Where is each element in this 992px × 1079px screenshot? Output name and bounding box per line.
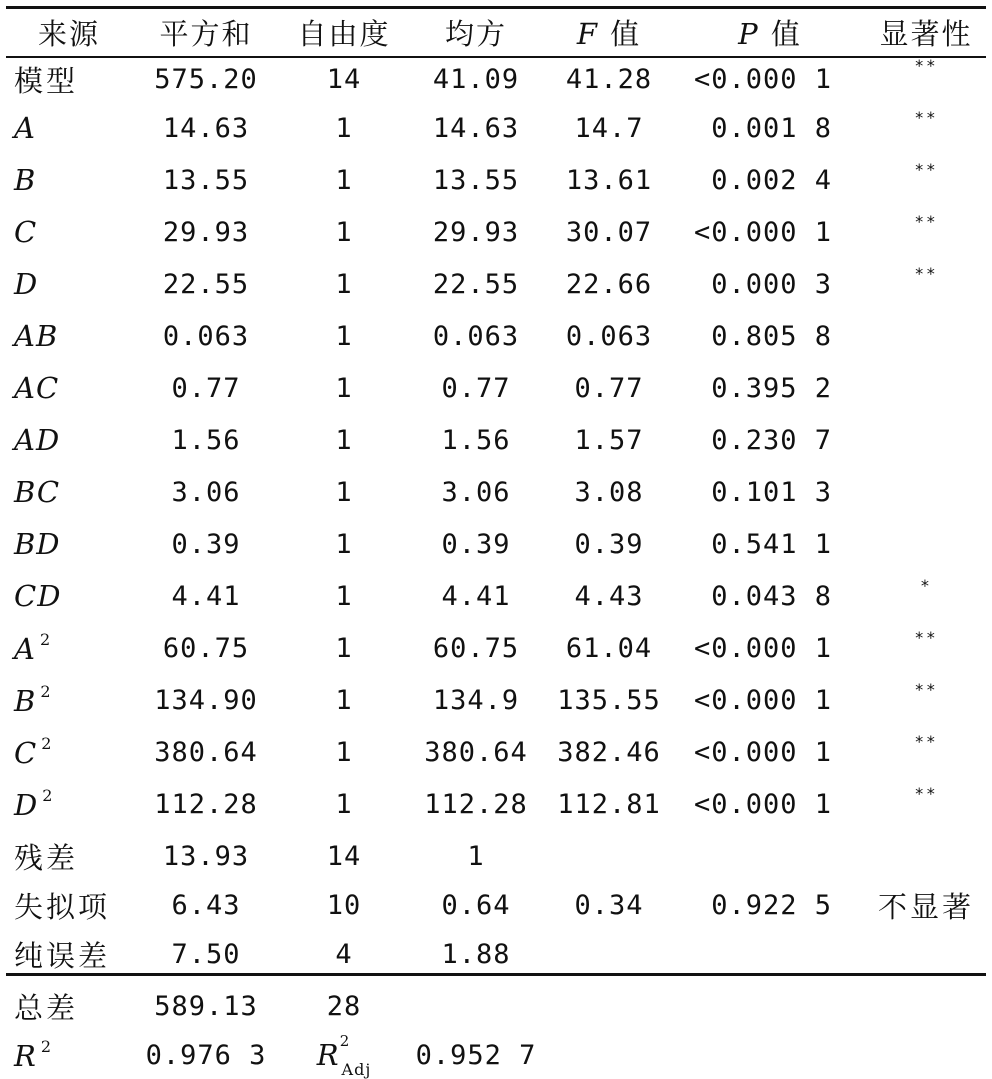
- header-f-letter: F: [576, 17, 599, 51]
- cell-significance: **: [914, 212, 938, 231]
- cell-sum-of-squares: 112.28: [154, 788, 258, 820]
- cell-degrees-of-freedom: 1: [335, 424, 353, 456]
- cell-mean-square: 1.88: [441, 938, 511, 970]
- cell-significance: [866, 518, 986, 570]
- table-row: [6, 928, 986, 980]
- cell-sum-of-squares: 0.39: [171, 528, 241, 560]
- row-source: [6, 154, 132, 206]
- cell-significance: *: [920, 576, 932, 595]
- cell-mean-square: [408, 980, 544, 1032]
- cell-degrees-of-freedom: 28: [326, 990, 362, 1022]
- cell-sum-of-squares: 0.77: [171, 372, 241, 404]
- cell-mean-square: 29.93: [432, 216, 520, 248]
- cell-sum-of-squares: 1.56: [171, 424, 241, 456]
- cell-p-value: 0.922 5: [711, 889, 832, 921]
- r-squared-value: 0.976 3: [145, 1039, 267, 1071]
- row-source-label: 失拟项: [14, 889, 111, 924]
- cell-significance: **: [914, 628, 938, 647]
- row-source-label: B: [14, 163, 37, 197]
- cell-f-value: [544, 928, 674, 980]
- cell-mean-square: 3.06: [441, 476, 511, 508]
- cell-sum-of-squares: 29.93: [162, 216, 250, 248]
- row-source: [6, 310, 132, 362]
- row-source-label: AC: [14, 371, 60, 405]
- cell-sum-of-squares: 134.90: [154, 684, 258, 716]
- cell-f-value: 0.063: [565, 320, 653, 352]
- cell-degrees-of-freedom: 4: [335, 938, 353, 970]
- cell-f-value: 30.07: [565, 216, 653, 248]
- cell-significance: **: [914, 264, 938, 283]
- row-source-label: 纯误差: [14, 938, 111, 973]
- row-source-superscript: 2: [39, 630, 52, 649]
- table-row: [6, 570, 986, 622]
- table-row: [6, 206, 986, 258]
- header-p-value: [674, 9, 866, 56]
- cell-degrees-of-freedom: 1: [335, 580, 353, 612]
- row-source: [6, 622, 132, 674]
- row-source-label: C: [14, 215, 38, 249]
- table-row: [6, 980, 986, 1032]
- header-sum-of-squares: 平方和: [159, 17, 253, 51]
- table-row: [6, 56, 986, 102]
- row-source-label: AB: [14, 319, 59, 353]
- row-source-superscript: 2: [42, 786, 54, 805]
- cell-significance: **: [914, 680, 938, 699]
- cell-p-value: [674, 928, 866, 980]
- cell-f-value: 13.61: [565, 164, 653, 196]
- cell-f-value: 1.57: [574, 424, 644, 456]
- cell-p-value: 0.230 7: [711, 424, 832, 456]
- cell-degrees-of-freedom: 1: [335, 632, 353, 664]
- cell-mean-square: 41.09: [432, 63, 520, 95]
- row-source-label: 模型: [14, 63, 79, 98]
- adjusted-r-squared-label: [280, 1032, 408, 1078]
- cell-f-value: 112.81: [557, 788, 661, 820]
- cell-degrees-of-freedom: 1: [335, 164, 353, 196]
- cell-sum-of-squares: 6.43: [171, 889, 241, 921]
- cell-degrees-of-freedom: 1: [335, 112, 353, 144]
- cell-degrees-of-freedom: 1: [335, 216, 353, 248]
- table-row: [6, 362, 986, 414]
- cell-degrees-of-freedom: 1: [335, 528, 353, 560]
- table-header: [6, 9, 986, 56]
- cell-p-value: 0.805 8: [711, 320, 832, 352]
- cell-degrees-of-freedom: 1: [335, 372, 353, 404]
- row-source-label: 总差: [14, 990, 79, 1025]
- table-row: [6, 466, 986, 518]
- cell-mean-square: 380.64: [424, 736, 528, 768]
- cell-mean-square: 1: [467, 840, 485, 872]
- row-source: [6, 570, 132, 622]
- cell-f-value: 41.28: [565, 63, 653, 95]
- cell-significance: **: [914, 160, 938, 179]
- cell-significance: **: [914, 784, 938, 803]
- row-source-label: BC: [14, 475, 61, 509]
- cell-p-value: <0.000 1: [693, 632, 832, 664]
- cell-sum-of-squares: 575.20: [154, 63, 258, 95]
- row-source: [6, 830, 132, 882]
- cell-sum-of-squares: 22.55: [162, 268, 250, 300]
- cell-degrees-of-freedom: 1: [335, 736, 353, 768]
- cell-f-value: 61.04: [565, 632, 653, 664]
- cell-empty: [866, 1032, 986, 1078]
- header-significance: 显著性: [879, 17, 973, 51]
- row-source: [6, 466, 132, 518]
- cell-degrees-of-freedom: 1: [335, 320, 353, 352]
- fit-statistics-row: [6, 1032, 986, 1078]
- row-source: [6, 778, 132, 830]
- table-row: [6, 414, 986, 466]
- row-source-label: CD: [14, 579, 62, 613]
- table-row: [6, 674, 986, 726]
- cell-mean-square: 13.55: [432, 164, 520, 196]
- cell-f-value: [544, 980, 674, 1032]
- cell-significance: [866, 830, 986, 882]
- cell-f-value: 0.34: [574, 889, 644, 921]
- cell-significance: **: [914, 108, 938, 127]
- cell-degrees-of-freedom: 1: [335, 684, 353, 716]
- table-row: [6, 882, 986, 928]
- header-row: [6, 9, 986, 56]
- row-source: [6, 726, 132, 778]
- cell-mean-square: 0.64: [441, 889, 511, 921]
- row-source: [6, 102, 132, 154]
- cell-significance: [866, 980, 986, 1032]
- row-source: [6, 980, 132, 1032]
- row-source: [6, 518, 132, 570]
- row-source-superscript: 2: [40, 682, 52, 701]
- table-row: [6, 258, 986, 310]
- cell-degrees-of-freedom: 1: [335, 476, 353, 508]
- cell-p-value: [674, 830, 866, 882]
- cell-mean-square: 1.56: [441, 424, 511, 456]
- cell-f-value: 0.77: [574, 372, 644, 404]
- header-p-label: 值: [770, 17, 802, 51]
- cell-sum-of-squares: 4.41: [171, 580, 241, 612]
- table-row: [6, 830, 986, 882]
- table-row: [6, 310, 986, 362]
- row-source: [6, 56, 132, 102]
- header-source: 来源: [37, 17, 100, 51]
- table-row: [6, 518, 986, 570]
- cell-f-value: 382.46: [557, 736, 661, 768]
- row-source-label: D: [14, 267, 39, 301]
- row-source-label: C: [14, 736, 38, 770]
- cell-significance: 不显著: [877, 889, 974, 924]
- anova-table: [6, 9, 986, 1078]
- cell-degrees-of-freedom: 1: [335, 788, 353, 820]
- cell-mean-square: 0.77: [441, 372, 511, 404]
- cell-mean-square: 22.55: [432, 268, 520, 300]
- row-source: [6, 882, 132, 928]
- cell-f-value: 22.66: [565, 268, 653, 300]
- cell-f-value: 135.55: [557, 684, 661, 716]
- cell-p-value: 0.043 8: [711, 580, 832, 612]
- cell-degrees-of-freedom: 10: [326, 889, 362, 921]
- cell-significance: [866, 928, 986, 980]
- table-row: [6, 726, 986, 778]
- cell-degrees-of-freedom: 14: [326, 840, 362, 872]
- row-source: [6, 362, 132, 414]
- cell-empty: [544, 1032, 674, 1078]
- cell-significance: [866, 362, 986, 414]
- header-degrees-of-freedom: 自由度: [297, 17, 391, 51]
- cell-p-value: 0.101 3: [711, 476, 832, 508]
- cell-p-value: <0.000 1: [693, 788, 832, 820]
- header-p-letter: P: [738, 17, 760, 51]
- header-f-label: 值: [610, 17, 642, 51]
- cell-sum-of-squares: 380.64: [154, 736, 258, 768]
- adjusted-r-letter: R: [316, 1038, 340, 1072]
- cell-f-value: 4.43: [574, 580, 644, 612]
- header-f-value: [544, 9, 674, 56]
- cell-sum-of-squares: 13.55: [162, 164, 250, 196]
- row-source-label: D: [14, 788, 39, 822]
- row-source: [6, 258, 132, 310]
- r-squared-letter: R: [14, 1039, 37, 1073]
- adjusted-r-superscript: 2: [339, 1032, 351, 1050]
- cell-sum-of-squares: 13.93: [162, 840, 250, 872]
- cell-p-value: [674, 980, 866, 1032]
- cell-mean-square: 0.39: [441, 528, 511, 560]
- cell-p-value: <0.000 1: [693, 216, 832, 248]
- cell-sum-of-squares: 7.50: [171, 938, 241, 970]
- table-row: [6, 778, 986, 830]
- cell-f-value: 14.7: [574, 112, 644, 144]
- cell-significance: [866, 414, 986, 466]
- cell-f-value: 3.08: [574, 476, 644, 508]
- row-source-label: B: [14, 684, 37, 718]
- cell-mean-square: 4.41: [441, 580, 511, 612]
- cell-significance: **: [914, 56, 938, 75]
- cell-empty: [674, 1032, 866, 1078]
- cell-p-value: 0.001 8: [711, 112, 832, 144]
- cell-mean-square: 14.63: [432, 112, 520, 144]
- r-squared-superscript: 2: [40, 1037, 53, 1056]
- row-source-label: A: [14, 111, 36, 145]
- table-body: [6, 56, 986, 1078]
- cell-significance: **: [914, 732, 938, 751]
- cell-degrees-of-freedom: 1: [335, 268, 353, 300]
- cell-p-value: <0.000 1: [693, 684, 832, 716]
- adjusted-r-subscript: Adj: [341, 1060, 372, 1079]
- table-row: [6, 622, 986, 674]
- cell-p-value: 0.000 3: [711, 268, 832, 300]
- cell-significance: [866, 310, 986, 362]
- cell-sum-of-squares: 14.63: [162, 112, 250, 144]
- adjusted-r-squared-value: 0.952 7: [415, 1039, 537, 1071]
- cell-mean-square: 112.28: [424, 788, 528, 820]
- row-source: [6, 674, 132, 726]
- header-mean-square: 均方: [444, 17, 507, 51]
- table-row: [6, 102, 986, 154]
- cell-significance: [866, 466, 986, 518]
- cell-mean-square: 0.063: [432, 320, 520, 352]
- row-source: [6, 414, 132, 466]
- cell-p-value: <0.000 1: [693, 63, 832, 95]
- r-squared-label: [6, 1032, 132, 1078]
- cell-sum-of-squares: 60.75: [162, 632, 250, 664]
- row-source-label: A: [14, 632, 36, 666]
- cell-mean-square: 60.75: [432, 632, 520, 664]
- cell-p-value: 0.002 4: [711, 164, 832, 196]
- row-source-label: 残差: [14, 840, 79, 875]
- row-source: [6, 928, 132, 980]
- adjusted-r-squared-symbol: [316, 1032, 372, 1079]
- cell-sum-of-squares: 0.063: [162, 320, 250, 352]
- cell-p-value: 0.395 2: [711, 372, 832, 404]
- cell-sum-of-squares: 589.13: [154, 990, 258, 1022]
- cell-p-value: 0.541 1: [711, 528, 832, 560]
- cell-degrees-of-freedom: 14: [326, 63, 362, 95]
- cell-p-value: <0.000 1: [693, 736, 832, 768]
- cell-f-value: 0.39: [574, 528, 644, 560]
- cell-sum-of-squares: 3.06: [171, 476, 241, 508]
- row-source-superscript: 2: [41, 734, 53, 753]
- cell-mean-square: 134.9: [432, 684, 520, 716]
- table-row: [6, 154, 986, 206]
- cell-f-value: [544, 830, 674, 882]
- row-source: [6, 206, 132, 258]
- row-source-label: BD: [14, 527, 61, 561]
- row-source-label: AD: [14, 423, 61, 457]
